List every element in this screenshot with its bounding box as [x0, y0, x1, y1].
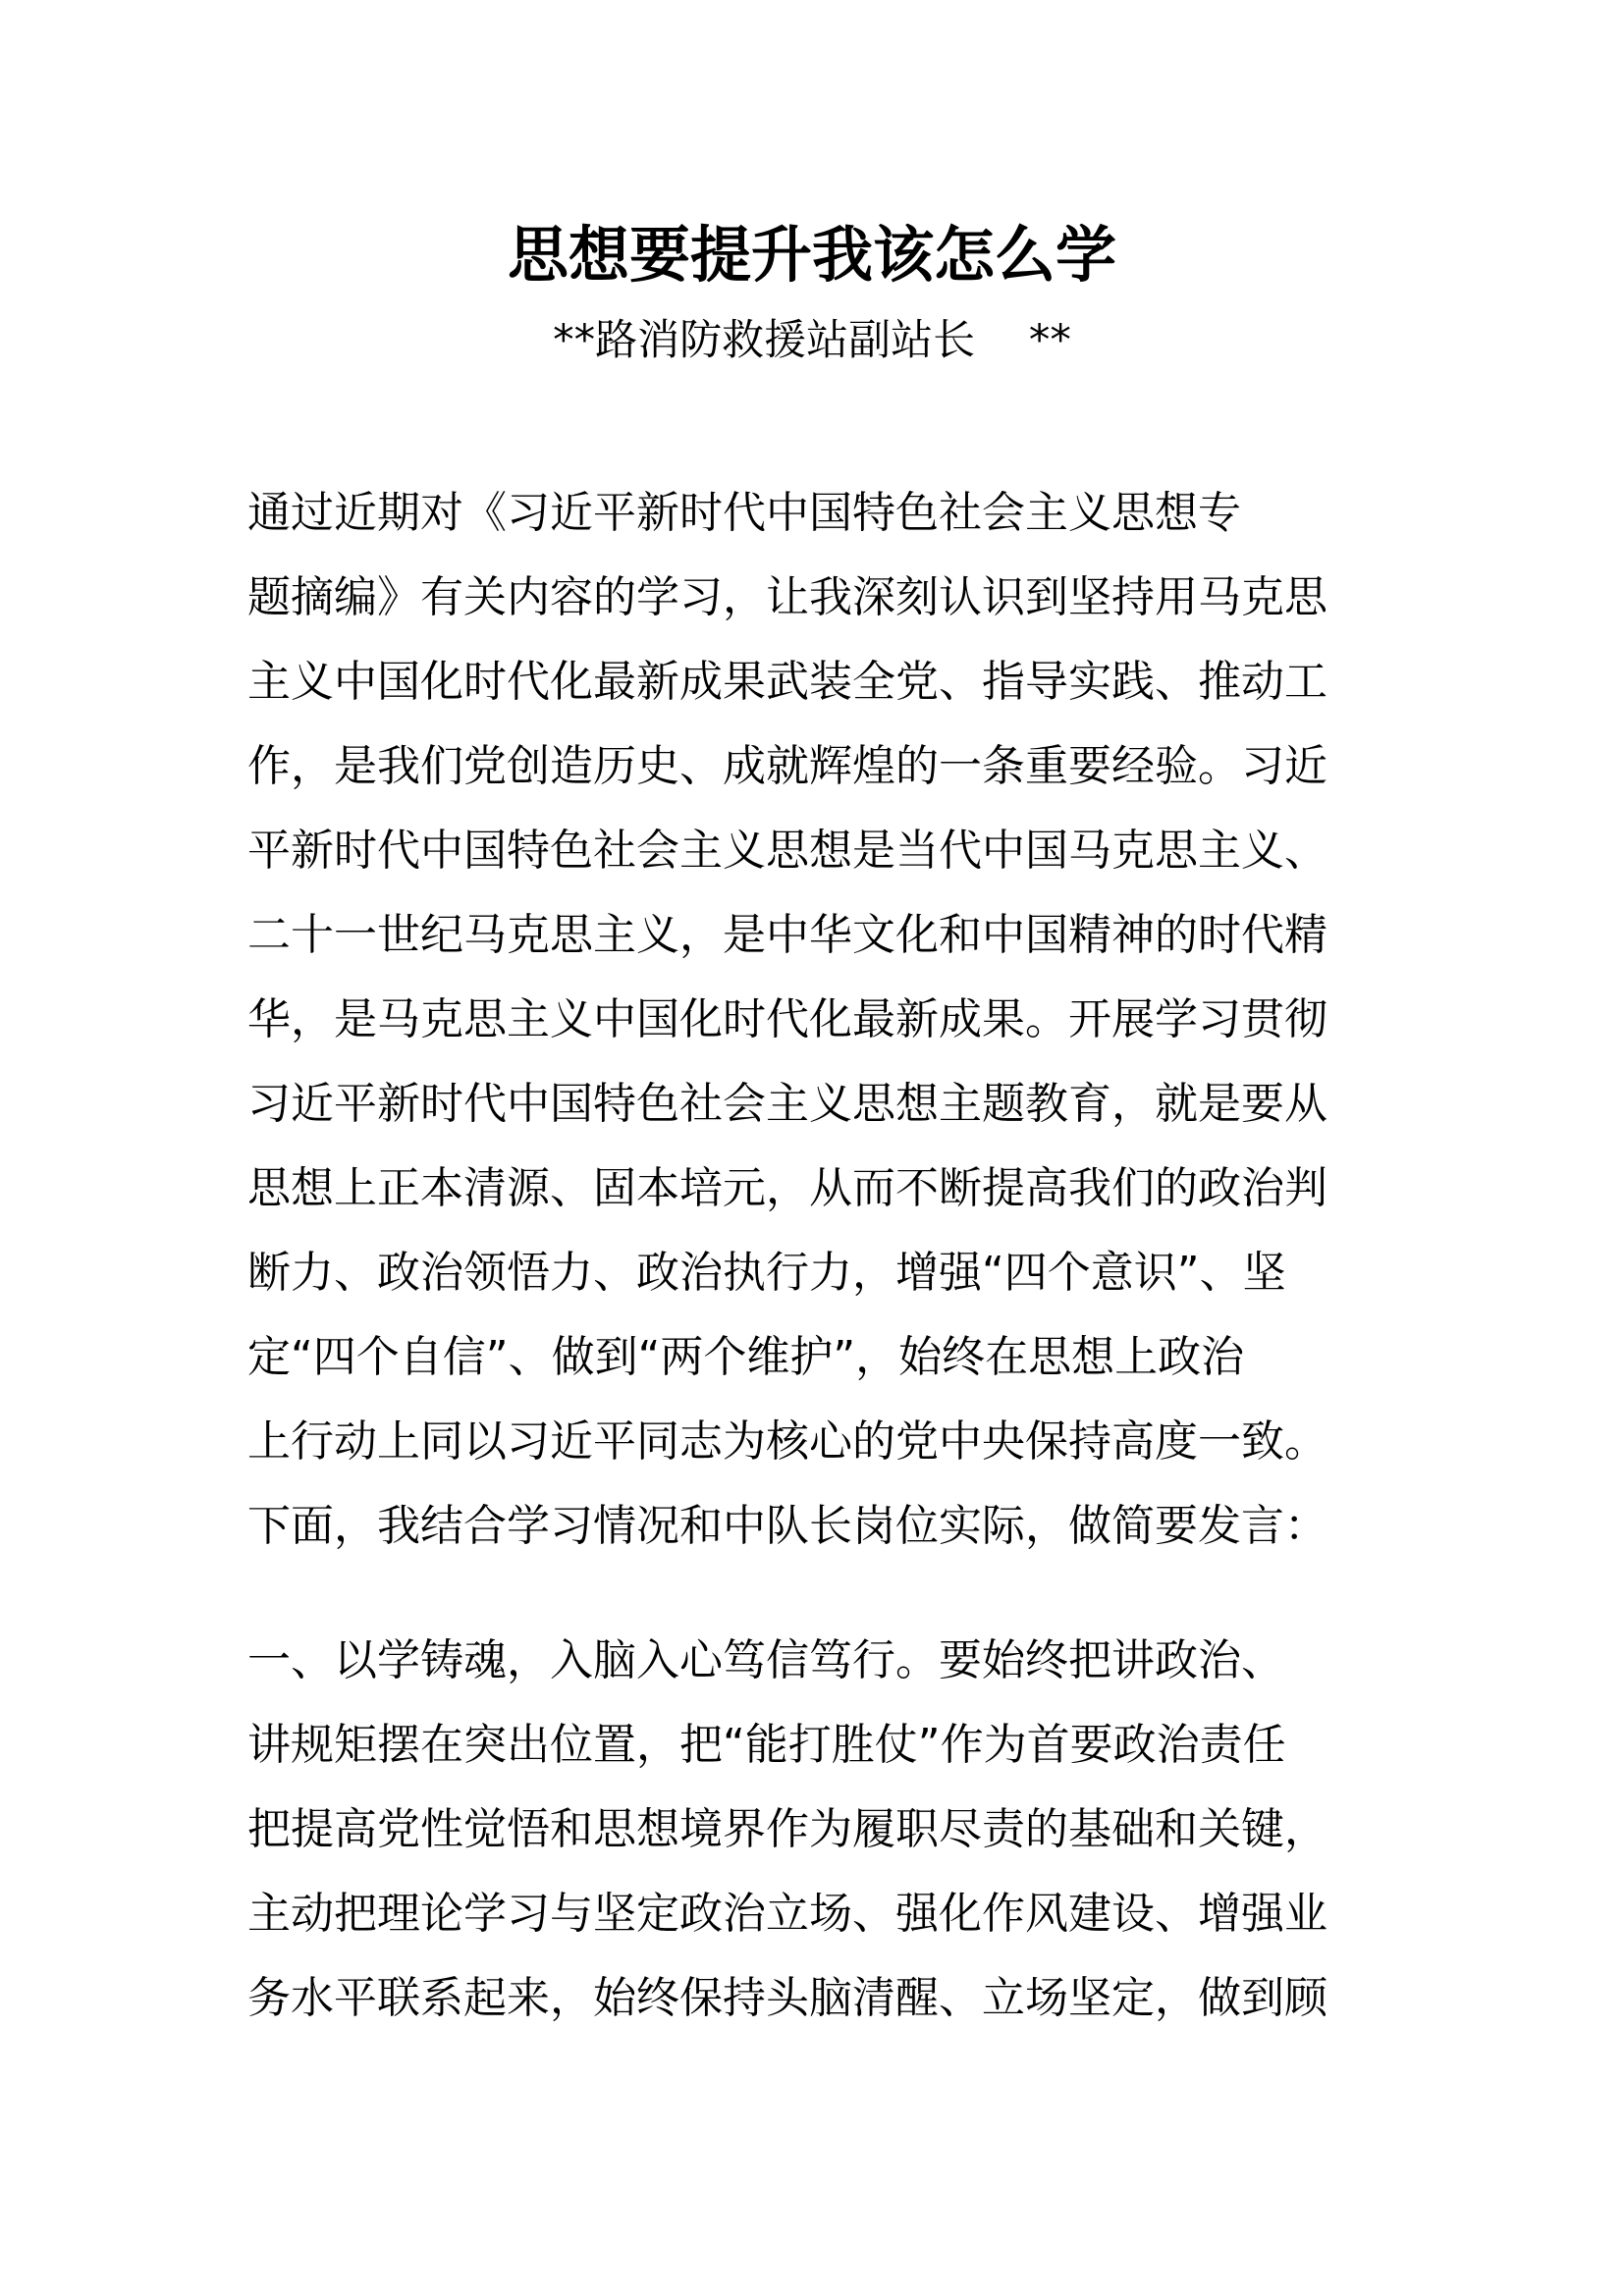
- paragraph-line: 务水平联系起来，始终保持头脑清醒、立场坚定，做到顾: [247, 1973, 1327, 2023]
- paragraph-line: 定“四个自信”、做到“两个维护”，始终在思想上政治: [247, 1332, 1245, 1382]
- paragraph-line: 思想上正本清源、固本培元，从而不断提高我们的政治判: [247, 1163, 1327, 1213]
- author-line: **路消防救援站副站长 **: [553, 316, 1071, 365]
- paragraph-line: 一、以学铸魂，入脑入心笃信笃行。要始终把讲政治、: [247, 1635, 1284, 1685]
- paragraph-line: 断力、政治领悟力、政治执行力，增强“四个意识”、坚: [247, 1248, 1286, 1298]
- document-title: 思想要提升我该怎么学: [507, 219, 1116, 291]
- paragraph-line: 通过近期对《习近平新时代中国特色社会主义思想专: [247, 488, 1241, 538]
- paragraph-line: 华，是马克思主义中国化时代化最新成果。开展学习贯彻: [247, 994, 1327, 1044]
- paragraph-line: 把提高党性觉悟和思想境界作为履职尽责的基础和关键，: [247, 1804, 1327, 1854]
- paragraph-section-one: [247, 1619, 1406, 2041]
- paragraph-line: 题摘编》有关内容的学习，让我深刻认识到坚持用马克思: [247, 572, 1327, 622]
- paragraph-intro: [247, 471, 1406, 1569]
- paragraph-line: 下面，我结合学习情况和中队长岗位实际，做简要发言：: [247, 1501, 1327, 1551]
- paragraph-line: 作，是我们党创造历史、成就辉煌的一条重要经验。习近: [247, 741, 1327, 791]
- paragraph-line: 上行动上同以习近平同志为核心的党中央保持高度一致。: [247, 1416, 1327, 1467]
- paragraph-line: 平新时代中国特色社会主义思想是当代中国马克思主义、: [247, 826, 1327, 876]
- paragraph-line: 主义中国化时代化最新成果武装全党、指导实践、推动工: [247, 657, 1327, 707]
- paragraph-line: 主动把理论学习与坚定政治立场、强化作风建设、增强业: [247, 1889, 1327, 1939]
- paragraph-line: 习近平新时代中国特色社会主义思想主题教育，就是要从: [247, 1079, 1327, 1129]
- paragraph-line: 讲规矩摆在突出位置，把“能打胜仗”作为首要政治责任: [247, 1720, 1286, 1770]
- paragraph-line: 二十一世纪马克思主义，是中华文化和中国精神的时代精: [247, 910, 1327, 960]
